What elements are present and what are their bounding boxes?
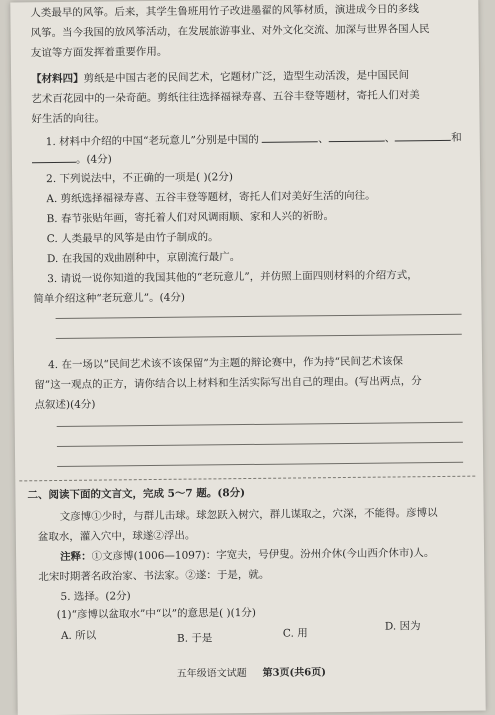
q4-line-1: 4. 在一场以“民间艺术该不该保留”为主题的辩论赛中，作为持“民间艺术该保: [48, 355, 404, 372]
q1-blank-1[interactable]: [262, 131, 318, 143]
intro-line-2: 风筝。当今我国的放风筝活动，在发展旅游事业、对外文化交流、加深与世界各国人民: [30, 23, 430, 40]
q3-line-1: 3. 请说一说你知道的我国其他的“老玩意儿”，并仿照上面四则材料的介绍方式，: [47, 269, 418, 286]
q1-end: 。(4分): [75, 153, 112, 166]
q1-line-2: [32, 148, 466, 169]
annotation-line-2: 北宋时期著名政治家、书法家。②遂：于是，就。: [38, 568, 270, 584]
material4-line-1: [31, 68, 465, 88]
q5-option-d[interactable]: D. 因为: [384, 620, 421, 633]
answer-line-q3-1[interactable]: [56, 314, 462, 319]
intro-line-3: 友谊等方面发挥着重要作用。: [30, 45, 168, 60]
answer-line-q4-3[interactable]: [57, 462, 463, 467]
q2-stem: 2. 下列说法中，不正确的一项是( )(2分): [46, 171, 233, 186]
q1-blank-3[interactable]: [395, 130, 451, 142]
material4-line-3: 好生活的向往。: [31, 112, 106, 126]
material4-tag: 【材料四】: [31, 72, 84, 86]
q2-option-d: D. 在我国的戏曲剧种中，京剧流行最广。: [46, 251, 241, 266]
q1-sep-1: 、: [318, 133, 329, 146]
q5-option-b[interactable]: B. 于是: [176, 632, 213, 645]
q2-option-a: A. 剪纸选择福禄寿喜、五谷丰登等题材，寄托人们对美好生活的向往。: [46, 189, 376, 206]
section2-heading: 二、阅读下面的文言文，完成 5～7 题。(8分): [27, 487, 246, 502]
q5-1-stem: (1)“彦博以盆取水”中“以”的意思是( )(1分): [56, 606, 256, 622]
section-divider: [19, 476, 475, 482]
q1-and: 和: [451, 131, 462, 144]
answer-line-q4-2[interactable]: [57, 442, 463, 447]
material4-line-2: 艺术百花园中的一朵奇葩。剪纸往往选择福禄寿喜、五谷丰登等题材，寄托人们对美: [31, 89, 420, 106]
q3-line-2: 简单介绍这种“老玩意儿”。(4分): [33, 291, 186, 306]
intro-line-1: 人类最早的风筝。后来，其学生鲁班用竹子改进墨翟的风筝材质，演进成今日的多线: [30, 3, 419, 20]
q1-blank-4[interactable]: [32, 152, 76, 163]
q2-option-b: B. 春节张贴年画，寄托着人们对风调雨顺、家和人兴的祈盼。: [46, 210, 334, 226]
q5-heading: 5. 选择。(2分): [60, 590, 131, 603]
answer-line-q4-1[interactable]: [57, 422, 463, 427]
q1-text: 1. 材料中介绍的中国“老玩意儿”分别是中国的: [45, 133, 259, 149]
answer-line-q3-2[interactable]: [56, 334, 462, 339]
footer-title: 五年级语文试题: [176, 668, 247, 680]
material4-text: 剪纸是中国古老的民间艺术，它题材广泛，造型生动活泼，是中国民间: [83, 69, 410, 85]
classical-text-line-1: 文彦博①少时，与群儿击球。球忽跃入树穴，群儿谋取之，穴深，不能得。彦博以: [59, 507, 438, 523]
q4-line-2: 留”这一观点的正方，请你结合以上材料和生活实际写出自己的理由。(写出两点，分: [34, 375, 422, 392]
annotation-line-1: [60, 546, 470, 565]
q5-option-c[interactable]: C. 用: [282, 627, 308, 640]
annotation-label: 注释：: [60, 550, 92, 563]
q1-blank-2[interactable]: [329, 131, 385, 143]
q4-line-3: 点叙述)(4分): [34, 398, 96, 412]
classical-text-line-2: 盆取水，灌入穴中，球遂②浮出。: [37, 529, 196, 544]
q1-line-1: [46, 130, 466, 150]
q1-sep-2: 、: [384, 132, 396, 145]
q2-option-c: C. 人类最早的风筝是由竹子制成的。: [46, 231, 219, 246]
annotation-text-1: ①文彦博(1006—1097)：字宽夫，号伊叟。汾州介休(今山西介休市)人。: [91, 547, 435, 563]
page-footer: [17, 662, 485, 682]
q5-option-a[interactable]: A. 所以: [60, 629, 97, 642]
exam-paper: [10, 0, 485, 715]
footer-page-number: 第3页(共6页): [262, 667, 327, 679]
